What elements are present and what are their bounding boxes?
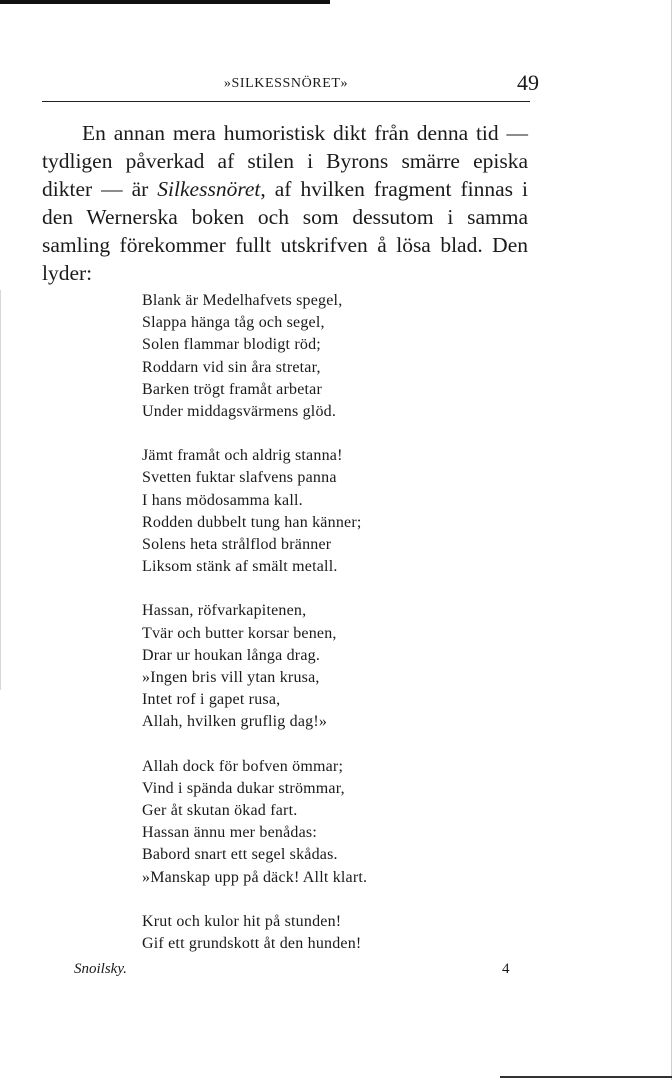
poem-line: Barken trögt framåt arbetar: [142, 380, 322, 398]
paragraph-text-lead: En annan mera humoristisk dikt från denna tid — tydligen påverkad af stilen i Byrons smärre episka dikter — är: [42, 121, 528, 201]
poem-line: Solen flammar blodigt röd;: [142, 336, 321, 354]
poem-line: Roddarn vid sin åra stretar,: [142, 358, 321, 376]
scan-margin-mark: [0, 290, 1, 690]
poem-line: Blank är Medelhafvets spegel,: [142, 292, 343, 309]
poem-line: Jämt framåt och aldrig stanna!: [142, 447, 343, 465]
poem-line: Intet rof i gapet rusa,: [142, 691, 281, 709]
poem-line: Rodden dubbelt tung han känner;: [142, 513, 362, 531]
poem-stanza: [142, 911, 482, 955]
page-number: 49: [517, 70, 539, 95]
running-header: [42, 70, 539, 100]
poem-line: Allah, hvilken gruflig dag!»: [142, 713, 328, 731]
poem-stanza: [142, 445, 482, 578]
poem-stanza: [142, 600, 482, 733]
poem-line: Under middagsvärmens glöd.: [142, 403, 337, 421]
poem-stanza: [142, 290, 482, 423]
poem-line: Babord snart ett segel skådas.: [142, 846, 338, 864]
running-title: »SILKESSNÖRET»: [223, 76, 349, 91]
poem-line: Gif ett grundskott åt den hunden!: [142, 935, 362, 953]
poem-title-italic: Silkessnöret: [157, 177, 261, 201]
poem-line: Svetten fuktar slafvens panna: [142, 469, 337, 487]
poem-line: Ger åt skutan ökad fart.: [142, 802, 298, 820]
poem-line: »Ingen bris vill ytan krusa,: [142, 669, 320, 687]
poem-line: »Manskap upp på däck! Allt klart.: [142, 868, 368, 886]
poem-line: Hassan, röfvarkapitenen,: [142, 602, 307, 620]
poem-line: Drar ur houkan långa drag.: [142, 646, 321, 664]
header-rule: [42, 101, 530, 102]
signature-number: 4: [502, 961, 510, 977]
poem-stanza: [142, 756, 482, 889]
poem-line: I hans mödosamma kall.: [142, 491, 303, 509]
bottom-edge-rule: [500, 1076, 672, 1078]
poem-line: Solens heta strålflod bränner: [142, 536, 332, 554]
poem-line: Krut och kulor hit på stunden!: [142, 912, 342, 930]
prose-paragraph: [42, 119, 528, 287]
poem-line: Hassan ännu mer benådas:: [142, 824, 317, 842]
signature-mark: Snoilsky.: [74, 961, 127, 977]
poem-block: [142, 290, 482, 977]
paragraph-text: [42, 119, 528, 287]
poem-line: Allah dock för bofven ömmar;: [142, 757, 344, 775]
poem-line: Tvär och butter korsar benen,: [142, 624, 337, 642]
top-edge-rule: [0, 0, 330, 4]
poem-line: Slappa hänga tåg och segel,: [142, 314, 325, 332]
poem-line: Liksom stänk af smält metall.: [142, 558, 338, 576]
poem-line: Vind i spända dukar strömmar,: [142, 779, 345, 797]
paragraph-text-tail: , af hvilken fragment finnas i den Wernerska boken och som dessutom i samma samling förekommer fullt utskrifven å lösa blad. Den lyder:: [42, 177, 528, 285]
